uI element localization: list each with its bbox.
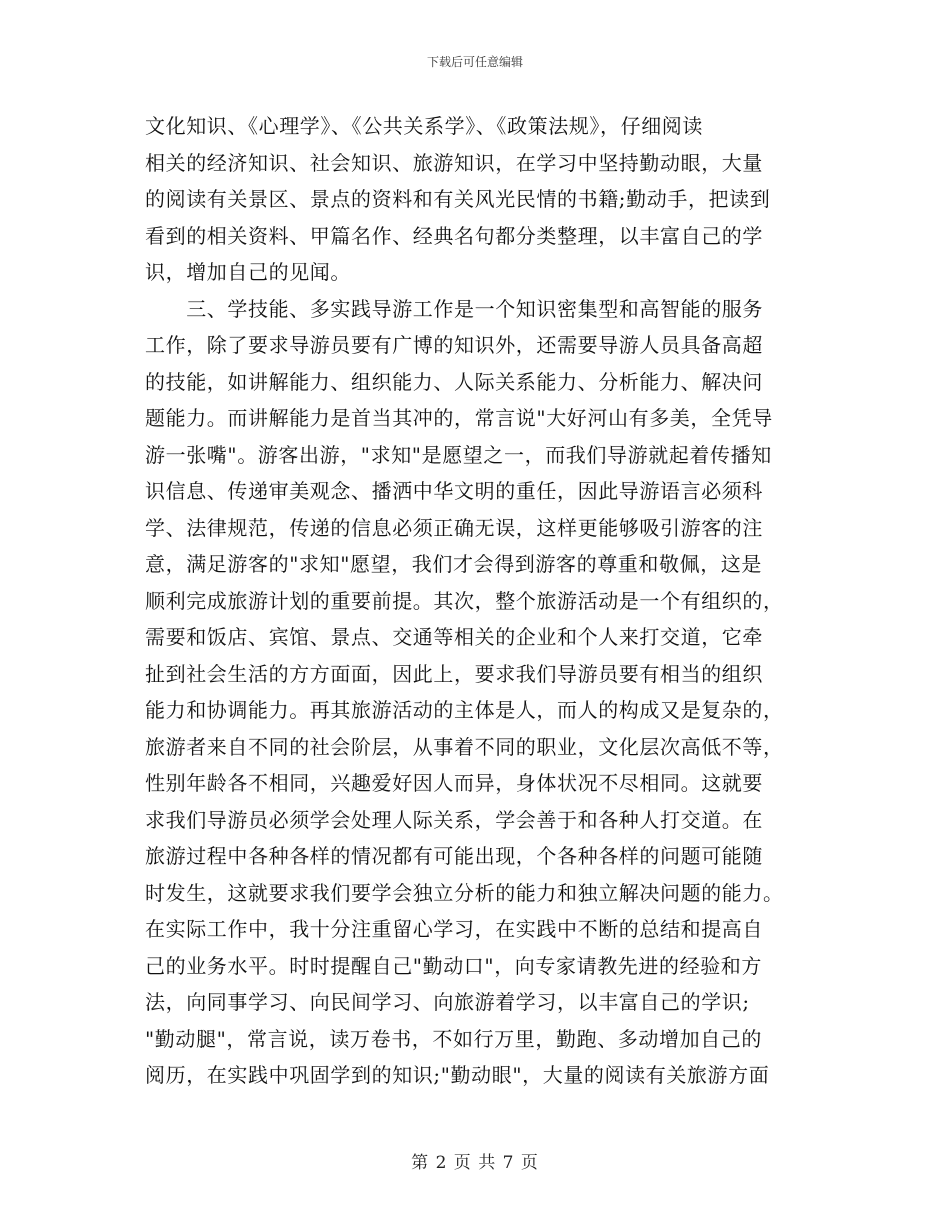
text-line: 识，增加自己的见闻。 [145, 260, 351, 284]
text-line: 求我们导游员必须学会处理人际关系，学会善于和各种人打交道。在 [145, 807, 763, 832]
text-line: 工作，除了要求导游员要有广博的知识外，还需要导游人员具备高超 [145, 333, 763, 357]
text-line: 时发生，这就要求我们要学会独立分析的能力和独立解决问题的能力。 [145, 880, 784, 905]
text-line: 己的业务水平。时时提醒自己"勤动口"，向专家请教先进的经验和方 [145, 953, 762, 978]
text-line: 文化知识、《心理学》、《公共关系学》、《政策法规》，仔细阅读 [145, 114, 703, 138]
text-line: 的技能，如讲解能力、组织能力、人际关系能力、分析能力、解决问 [145, 369, 763, 394]
text-line: 在实际工作中，我十分注重留心学习，在实践中不断的总结和提高自 [145, 917, 763, 941]
text-line: "勤动腿"，常言说，读万卷书，不如行万里，勤跑、多动增加自己的 [145, 1026, 762, 1051]
text-line: 的阅读有关景区、景点的资料和有关风光民情的书籍;勤动手，把读到 [145, 187, 771, 211]
text-line: 能力和协调能力。再其旅游活动的主体是人，而人的构成又是复杂的， [145, 698, 784, 722]
text-line: 看到的相关资料、甲篇名作、经典名句都分类整理，以丰富自己的学 [145, 223, 763, 248]
document-body [145, 108, 805, 1094]
page-header: 下载后可任意编辑 [426, 55, 523, 69]
text-line: 旅游者来自不同的社会阶层，从事着不同的职业，文化层次高低不等， [145, 734, 784, 759]
text-line: 法，向同事学习、向民间学习、向旅游着学习，以丰富自己的学识; [145, 990, 750, 1014]
text-line: 识信息、传递审美观念、播洒中华文明的重任，因此导游语言必须科 [145, 479, 763, 503]
text-line: 学、法律规范，传递的信息必须正确无误，这样更能够吸引游客的注 [145, 515, 763, 540]
text-line: 阅历，在实践中巩固学到的知识;"勤动眼"，大量的阅读有关旅游方面 [145, 1063, 770, 1087]
text-line: 旅游过程中各种各样的情况都有可能出现，个各种各样的问题可能随 [145, 844, 763, 868]
text-line: 相关的经济知识、社会知识、旅游知识，在学习中坚持勤动眼，大量 [145, 150, 763, 175]
text-line: 性别年龄各不相同，兴趣爱好因人而异，身体状况不尽相同。这就要 [145, 771, 763, 795]
text-line: 游一张嘴"。游客出游，"求知"是愿望之一，而我们导游就起着传播知 [145, 442, 772, 467]
text-line: 题能力。而讲解能力是首当其冲的，常言说"大好河山有多美，全凭导 [145, 406, 773, 430]
text-line: 顺利完成旅游计划的重要前提。其次，整个旅游活动是一个有组织的， [145, 588, 784, 613]
text-line: 扯到社会生活的方方面面，因此上，要求我们导游员要有相当的组织 [145, 661, 763, 686]
text-line: 三、学技能、多实践导游工作是一个知识密集型和高智能的服务 [145, 296, 763, 321]
text-line: 意，满足游客的"求知"愿望，我们才会得到游客的尊重和敬佩，这是 [145, 552, 762, 576]
text-line: 需要和饭店、宾馆、景点、交通等相关的企业和个人来打交道，它牵 [145, 625, 763, 649]
page-number: 第 2 页 共 7 页 [411, 1153, 539, 1173]
